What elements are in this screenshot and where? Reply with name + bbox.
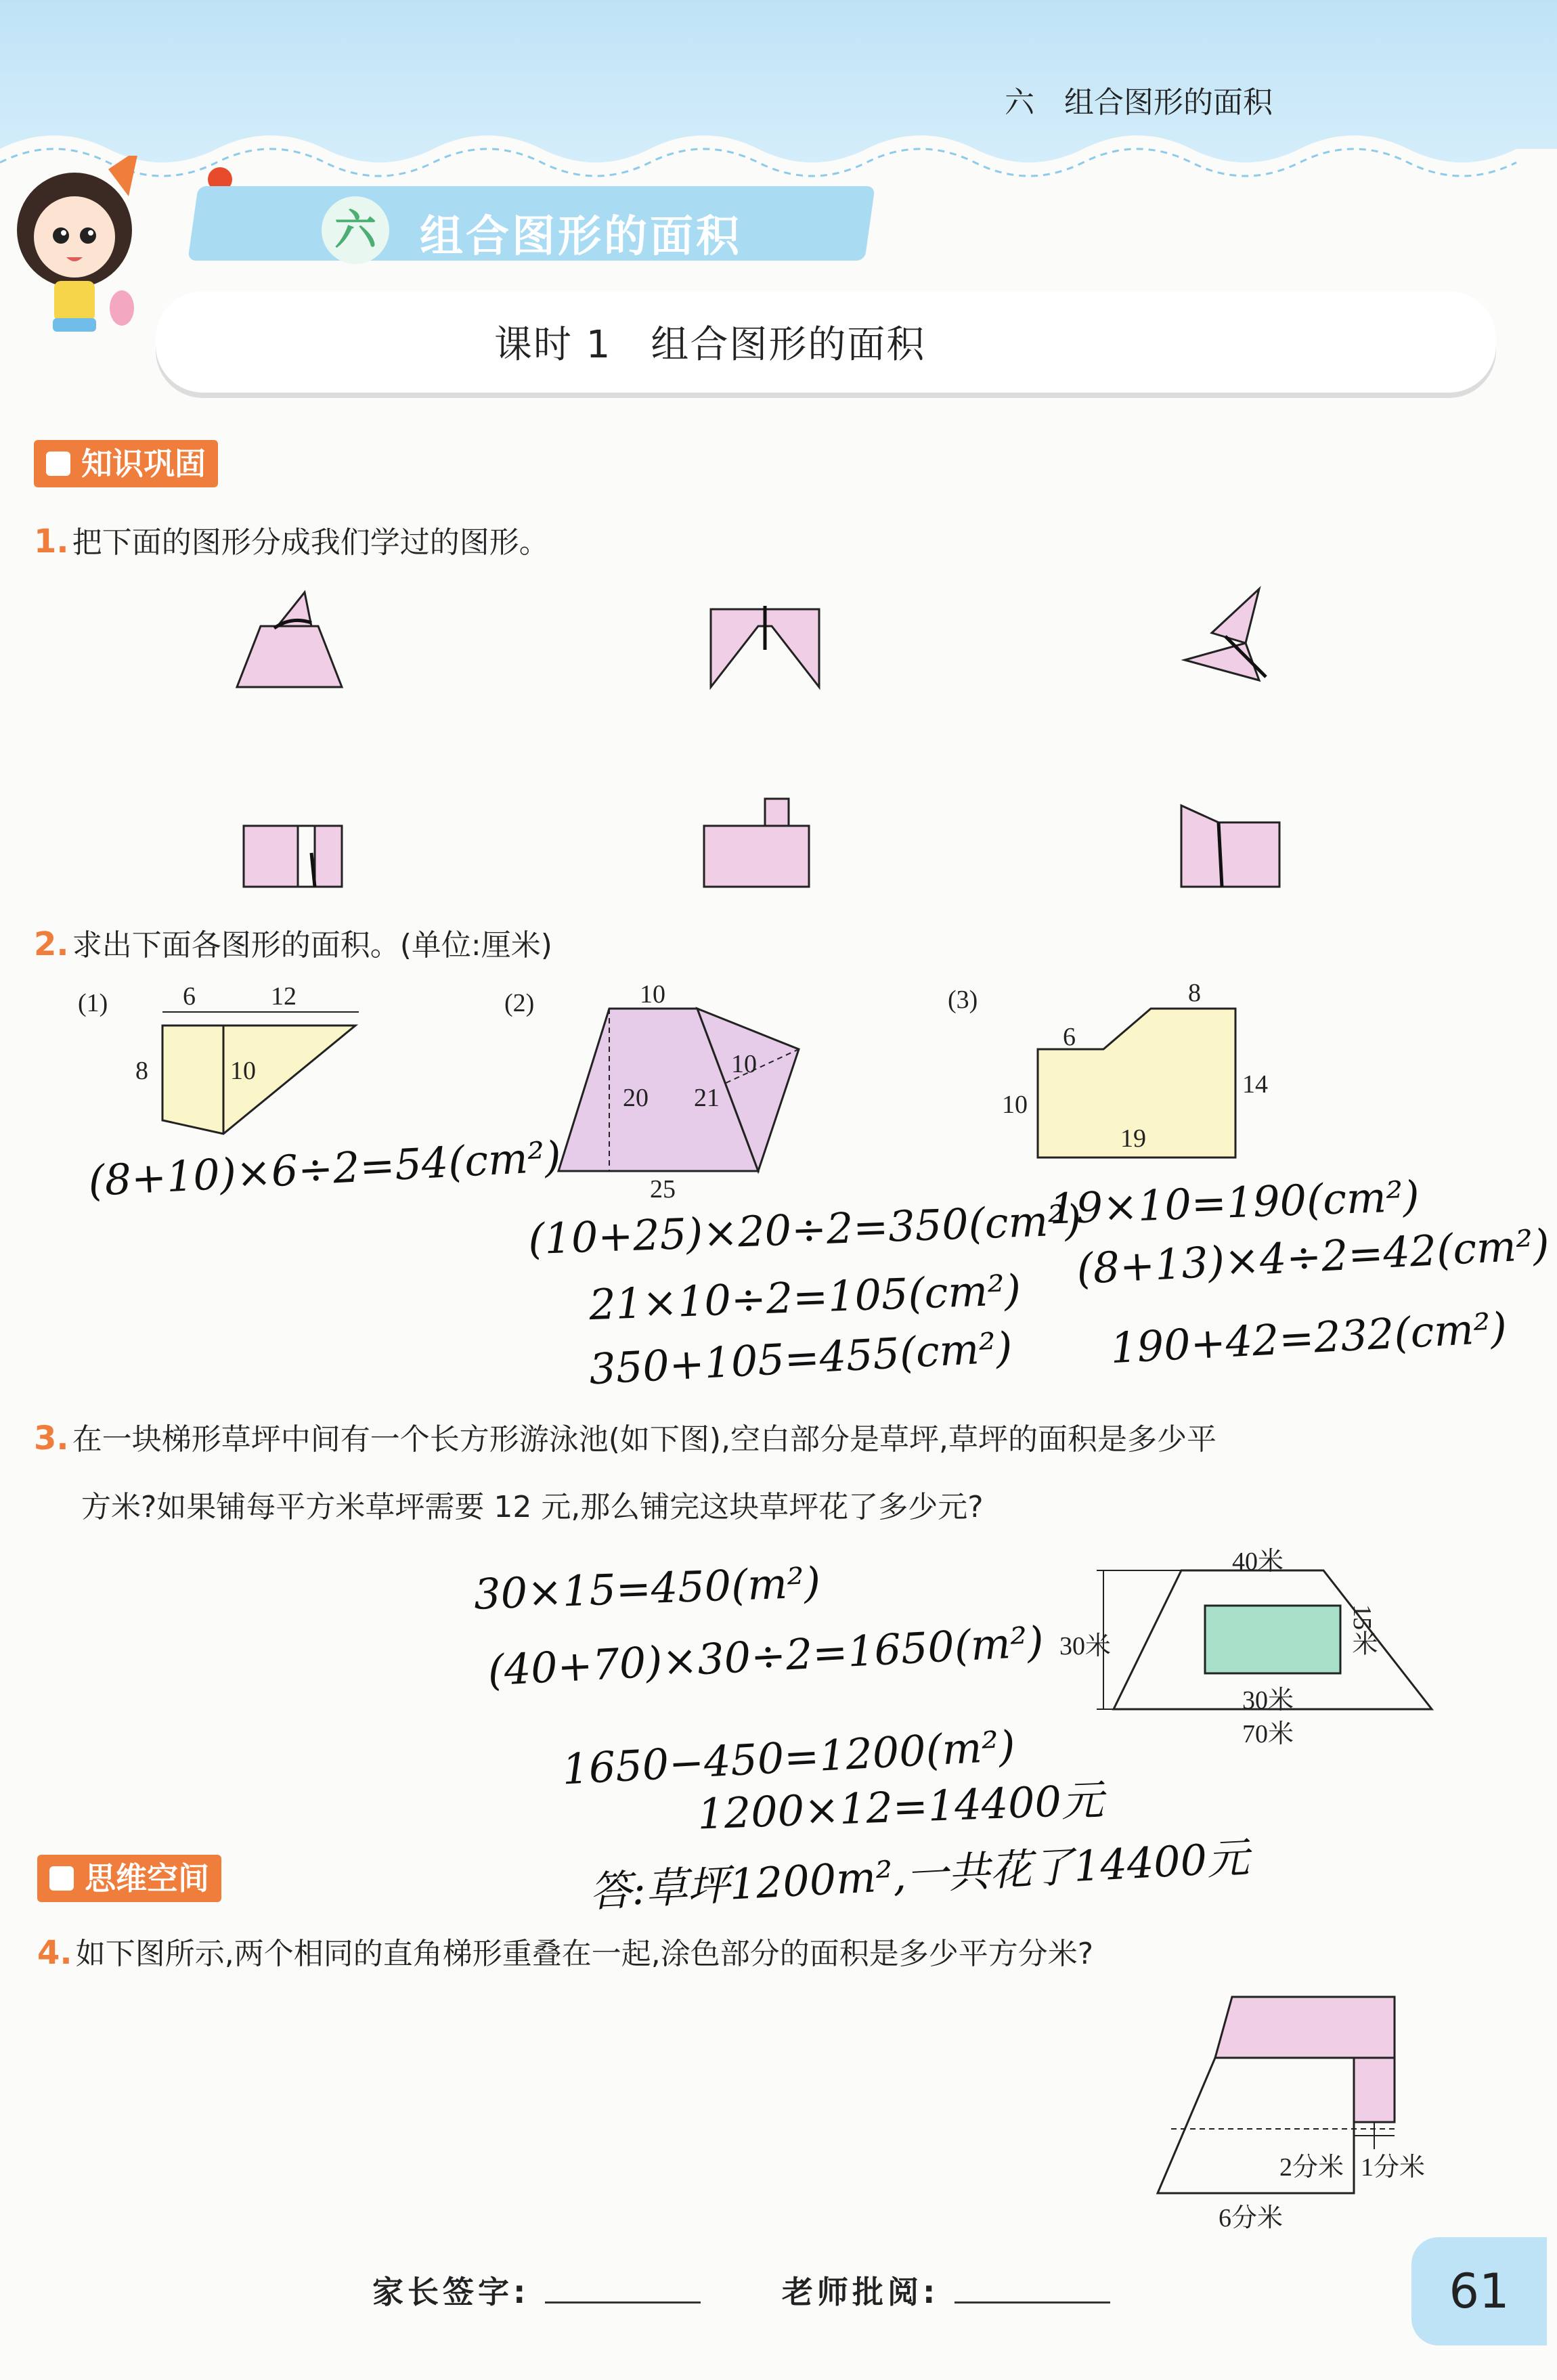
question-4-number: 4. [37,1934,72,1972]
q1-figure-rectangle-small-square [704,799,809,887]
section-tag-consolidate-label: 知识巩固 [81,445,206,482]
q1-figure-rectangle-with-tab [244,826,342,887]
question-3-number: 3. [34,1419,69,1457]
q3-label-inner-height: 15米 [1348,1604,1376,1656]
q3-label-top: 40米 [1232,1547,1284,1576]
q2-fig3-label-19: 19 [1120,1124,1146,1153]
q2-fig1-tag: (1) [78,989,108,1017]
section-tag-consolidate [34,440,218,487]
chapter-title: 组合图形的面积 [420,212,742,262]
q2-fig2-label-10-side: 10 [731,1050,757,1078]
q1-figure-trapezoid-triangle [237,592,342,687]
q2-fig2-label-10-top: 10 [640,980,665,1009]
question-2-text: 求出下面各图形的面积。(单位:厘米) [72,928,552,963]
q2-fig1-label-6: 6 [183,982,196,1011]
q3-label-bottom: 70米 [1242,1720,1294,1748]
q2-fig2-diagram [548,995,819,1191]
q4-label-1dm: 1分米 [1361,2153,1426,2182]
q2-fig3-label-6: 6 [1063,1023,1076,1051]
q2-fig3-answer-2: (8+13)×4÷2=42(cm²) [1075,1219,1551,1294]
running-chapter-title: 六 组合图形的面积 [1005,85,1273,120]
q1-figure-notched-rectangle [711,606,819,687]
question-4 [37,1929,1093,1973]
question-2-number: 2. [34,925,69,963]
q4-label-2dm: 2分米 [1279,2153,1344,2182]
question-4-text: 如下图所示,两个相同的直角梯形重叠在一起,涂色部分的面积是多少平方分米? [75,1937,1094,1971]
q2-fig1-answer: (8+10)×6÷2=54(cm²) [87,1131,563,1206]
q2-fig1-label-8: 8 [135,1057,148,1085]
q3-answer-3: 1650−450=1200(m²) [561,1721,1017,1794]
q2-fig2-answer-3: 350+105=455(cm²) [588,1322,1014,1394]
q3-answer-5: 答:草坪1200m²,一共花了14400元 [588,1832,1250,1917]
teacher-review-label: 老师批阅: [782,2274,940,2310]
q3-label-inner-width: 30米 [1242,1686,1294,1715]
q3-answer-2: (40+70)×30÷2=1650(m²) [486,1616,1045,1696]
q2-fig1-label-12: 12 [271,982,297,1011]
question-1-number: 1. [34,523,69,560]
q2-fig3-answer-3: 190+42=232(cm²) [1109,1302,1508,1373]
q2-fig2-answer-1: (10+25)×20÷2=350(cm²) [527,1195,1082,1264]
q3-answer-4: 1200×12=14400元 [697,1775,1105,1839]
q1-figure-two-triangles [1185,589,1266,680]
parent-signature-field[interactable] [545,2274,701,2304]
chapter-badge: 六 [322,196,389,264]
question-2 [34,921,552,964]
question-3-text-line2: 方米?如果铺每平方米草坪需要 12 元,那么铺完这块草坪花了多少元? [81,1490,984,1524]
q2-fig2-label-25: 25 [650,1175,676,1204]
lesson-title: 课时 1 组合图形的面积 [494,323,926,367]
q2-fig2-label-21: 21 [694,1084,720,1112]
q2-fig3-label-10: 10 [1002,1090,1028,1119]
q2-fig3-tag: (3) [948,986,978,1014]
q1-figures [203,569,1354,900]
q3-answer-1: 30×15=450(m²) [473,1558,822,1619]
q3-label-left: 30米 [1059,1632,1112,1660]
q2-fig2-answer-2: 21×10÷2=105(cm²) [588,1264,1022,1330]
question-3-text-line1: 在一块梯形草坪中间有一个长方形游泳池(如下图),空白部分是草坪,草坪的面积是多少平 [72,1422,1217,1457]
page-number: 61 [1411,2237,1547,2345]
q2-fig3-label-14: 14 [1242,1070,1268,1099]
question-3 [34,1415,1489,1458]
q1-figure-rectangle-triangle [1181,806,1279,887]
q2-fig3-label-8: 8 [1188,979,1201,1007]
question-1 [34,518,549,561]
teacher-review-field[interactable] [955,2274,1110,2304]
section-tag-thinking-label: 思维空间 [85,1860,209,1897]
parent-signature-label: 家长签字: [372,2274,530,2310]
q2-fig2-tag: (2) [504,989,535,1017]
section-tag-thinking [37,1855,221,1902]
q2-fig2-label-20: 20 [623,1084,649,1112]
question-1-text: 把下面的图形分成我们学过的图形。 [72,525,549,560]
q2-fig3-answer-1: 19×10=190(cm²) [1048,1171,1420,1234]
girl-mascot-illustration [7,156,149,345]
q2-fig1-label-10: 10 [230,1057,256,1085]
q4-label-6dm: 6分米 [1219,2204,1284,2232]
